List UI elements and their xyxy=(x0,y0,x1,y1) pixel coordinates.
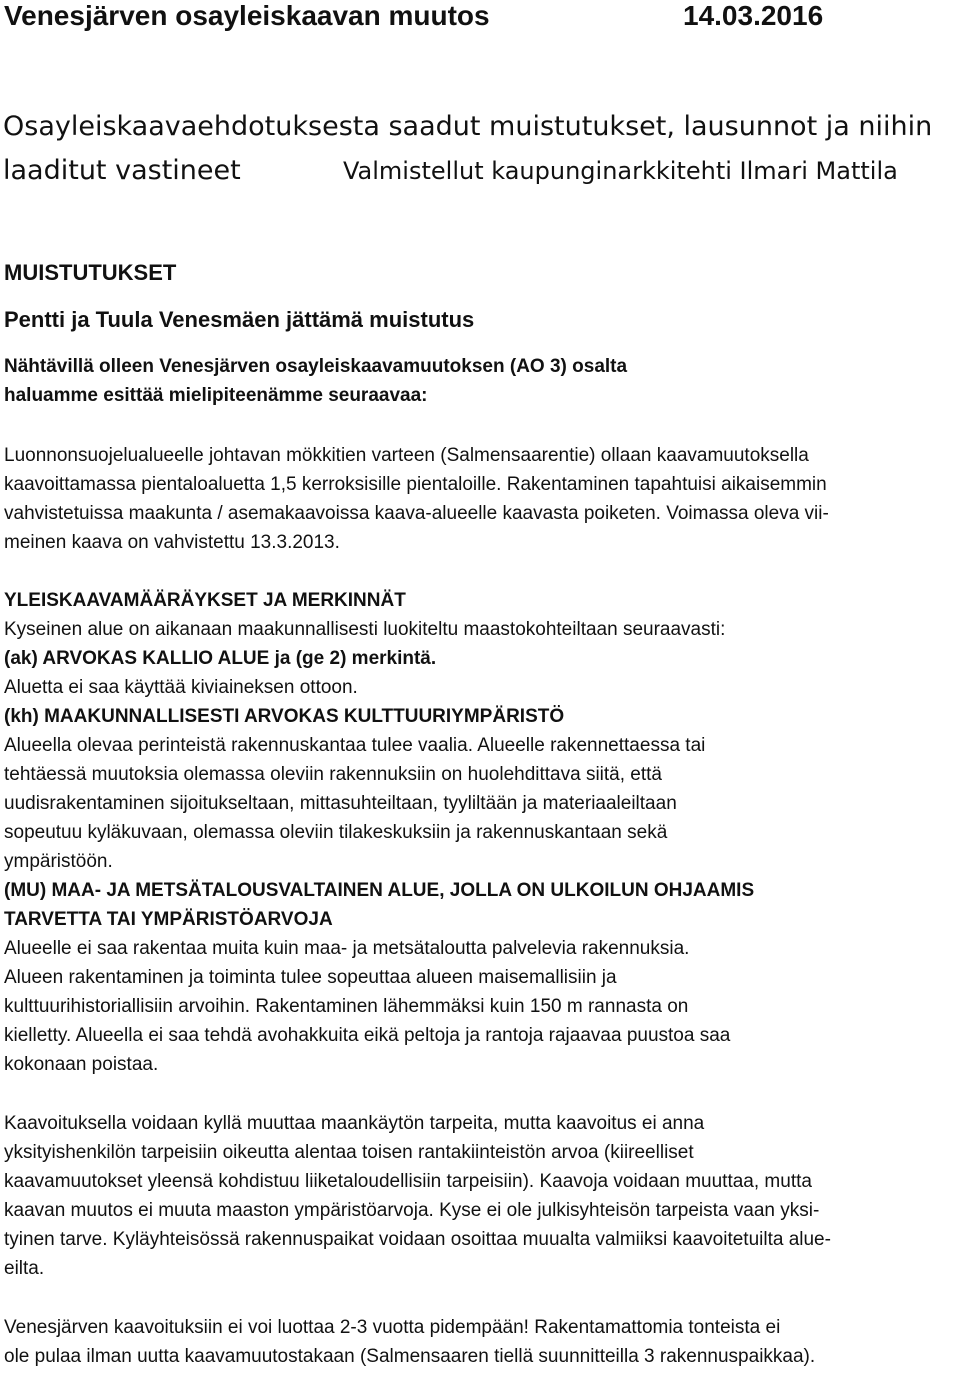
kh-text-line: uudisrakentaminen sijoitukseltaan, mittasuhteiltaan, tyyliltään ja materiaaleiltaan xyxy=(4,793,677,814)
regulations-intro: Kyseinen alue on aikanaan maakunnallisesti luokiteltu maastokohteiltaan seuraavasti: xyxy=(4,619,726,640)
document-date: 14.03.2016 xyxy=(683,0,824,31)
mu-text-line: Alueelle ei saa rakentaa muita kuin maa- ja metsätaloutta palvelevia rakennuksia. xyxy=(4,938,690,959)
paragraph-line: vahvistetuissa maakunta / asemakaavoissa kaava-alueelle kaavasta poiketen. Voimassa oleva vii- xyxy=(4,503,829,524)
paragraph-line: kaavan muutos ei muuta maaston ympäristöarvoja. Kyse ei ole julkisyhteisön tarpeista vaan yksi- xyxy=(4,1200,820,1221)
section-heading: MUISTUTUKSET xyxy=(4,260,177,285)
paragraph-line: Venesjärven kaavoituksiin ei voi luottaa 2-3 vuotta pidempään! Rakentamattomia tonteista ei xyxy=(4,1317,781,1338)
kh-text-line: sopeutuu kyläkuvaan, olemassa oleviin tilakeskuksiin ja rakennuskantaan sekä xyxy=(4,822,668,843)
paragraph-line: kaavoittamassa pientaloaluetta 1,5 kerroksisille pientaloille. Rakentaminen tapahtuisi aikaisemmin xyxy=(4,474,827,495)
mu-text-line: kielletty. Alueella ei saa tehdä avohakkuita eikä peltoja ja rantoja rajaavaa puustoa saa xyxy=(4,1025,731,1046)
intro-line: Nähtävillä olleen Venesjärven osayleiskaavamuutoksen (AO 3) osalta xyxy=(4,356,628,377)
document-header-title: Venesjärven osayleiskaavan muutos xyxy=(4,0,490,31)
paragraph-line: eilta. xyxy=(4,1258,45,1279)
paragraph-line: Kaavoituksella voidaan kyllä muuttaa maankäytön tarpeita, mutta kaavoitus ei anna xyxy=(4,1113,705,1134)
mu-heading-line: (MU) MAA- JA METSÄTALOUSVALTAINEN ALUE, JOLLA ON ULKOILUN OHJAAMIS xyxy=(4,880,755,901)
mu-text-line: kokonaan poistaa. xyxy=(4,1054,159,1075)
mu-text-line: Alueen rakentaminen ja toiminta tulee sopeuttaa alueen maisemallisiin ja xyxy=(4,967,617,988)
mu-heading-line: TARVETTA TAI YMPÄRISTÖARVOJA xyxy=(4,909,333,930)
regulations-heading: YLEISKAAVAMÄÄRÄYKSET JA MERKINNÄT xyxy=(4,590,406,611)
mu-text-line: kulttuurihistoriallisiin arvoihin. Rakentaminen lähemmäksi kuin 150 m rannasta on xyxy=(4,996,689,1017)
paragraph-line: yksityishenkilön tarpeisiin oikeutta alentaa toisen rantakiinteistön arvoa (kiireelliset xyxy=(4,1142,694,1163)
paragraph-line: Luonnonsuojelualueelle johtavan mökkitien varteen (Salmensaarentie) ollaan kaavamuutoksella xyxy=(4,445,809,466)
paragraph-line: kaavamuutokset yleensä kohdistuu liiketaloudellisiin tarpeisiin). Kaavoja voidaan muuttaa, mutta xyxy=(4,1171,812,1192)
ak-heading: (ak) ARVOKAS KALLIO ALUE ja (ge 2) merkintä. xyxy=(4,648,437,669)
kh-text-line: tehtäessä muutoksia olemassa oleviin rakennuksiin on huolehdittava siitä, että xyxy=(4,764,662,785)
document-author: Valmistellut kaupunginarkkitehti Ilmari Mattila xyxy=(343,157,898,185)
kh-text-line: Alueella olevaa perinteistä rakennuskantaa tulee vaalia. Alueelle rakennettaessa tai xyxy=(4,735,706,756)
paragraph-line: meinen kaava on vahvistettu 13.3.2013. xyxy=(4,532,340,553)
kh-heading: (kh) MAAKUNNALLISESTI ARVOKAS KULTTUURIYMPÄRISTÖ xyxy=(4,706,565,727)
kh-text-line: ympäristöön. xyxy=(4,851,113,872)
ak-text: Aluetta ei saa käyttää kiviaineksen ottoon. xyxy=(4,677,358,698)
document-title-line-1: Osayleiskaavaehdotuksesta saadut muistutukset, lausunnot ja niihin xyxy=(3,111,933,142)
intro-line: haluamme esittää mielipiteenämme seuraavaa: xyxy=(4,385,428,406)
section-subheading: Pentti ja Tuula Venesmäen jättämä muistutus xyxy=(4,307,475,332)
paragraph-line: tyinen tarve. Kyläyhteisössä rakennuspaikat voidaan osoittaa muualta valmiiksi kaavoitetuilta alue- xyxy=(4,1229,831,1250)
document-title-line-2: laaditut vastineet xyxy=(3,155,241,186)
paragraph-line: ole pulaa ilman uutta kaavamuutostakaan (Salmensaaren tiellä suunnitteilla 3 rakennuspaikkaa). xyxy=(4,1346,816,1367)
